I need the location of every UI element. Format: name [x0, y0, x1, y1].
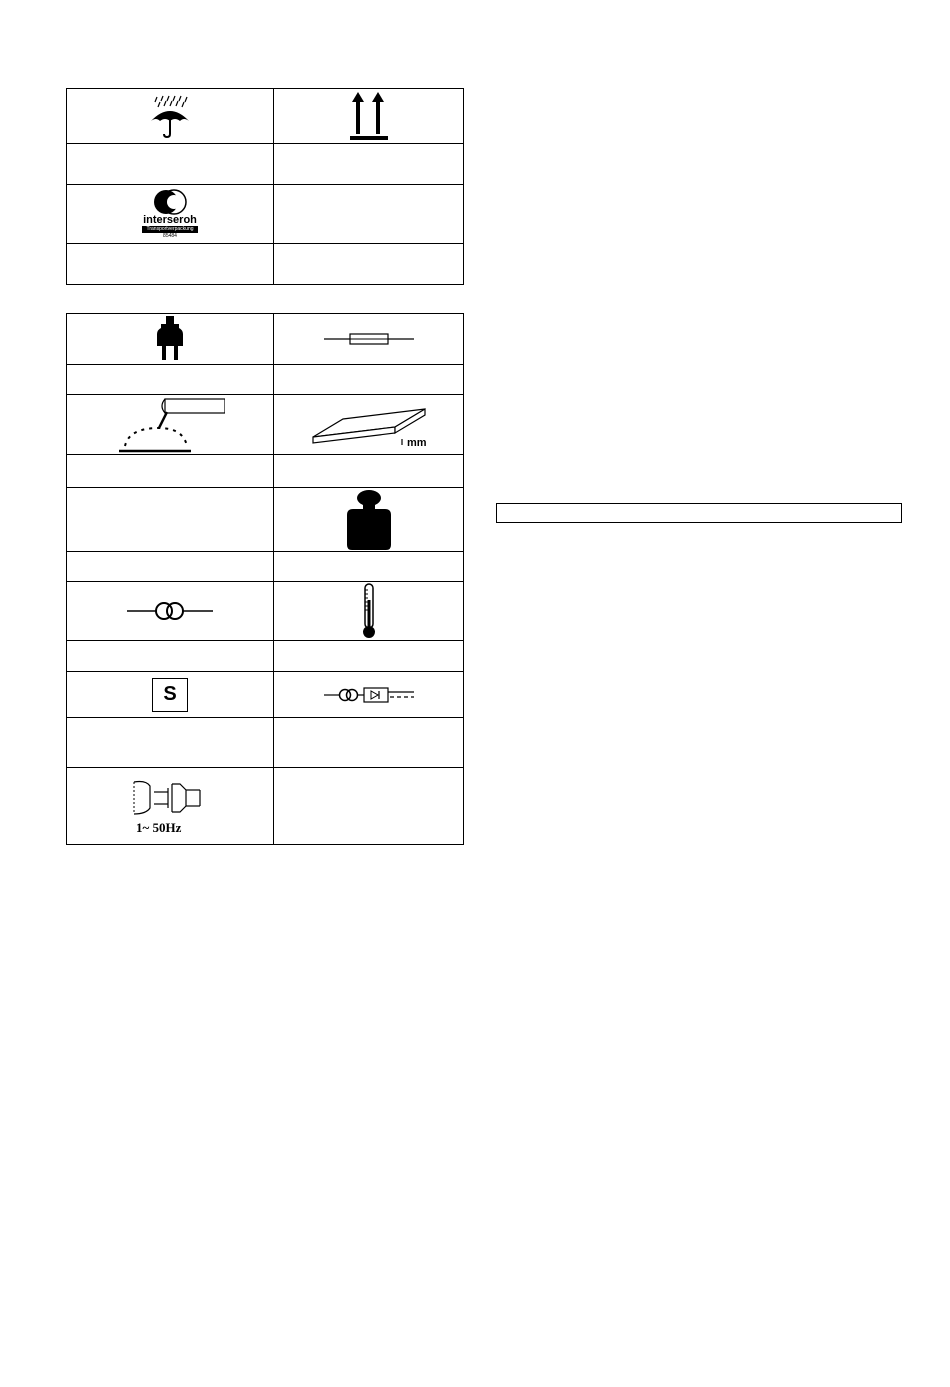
table-cell: [67, 768, 274, 845]
table-cell: [67, 185, 274, 244]
table-cell: [67, 314, 274, 365]
table-row: [67, 552, 464, 582]
table-cell: [274, 552, 464, 582]
table-cell: [67, 395, 274, 455]
table-row: [67, 488, 464, 552]
interseroh-logo: [142, 189, 198, 239]
table-cell: [67, 244, 274, 285]
table-row: [67, 244, 464, 285]
table-row: [67, 641, 464, 672]
table-cell: [67, 672, 274, 718]
table-cell: [274, 144, 464, 185]
table-row: [67, 89, 464, 144]
table-cell: [274, 89, 464, 144]
weight-icon: [345, 489, 393, 551]
table-cell: [67, 365, 274, 395]
table-cell: [274, 488, 464, 552]
table-cell: [67, 641, 274, 672]
table-cell: [274, 641, 464, 672]
table-cell: [274, 395, 464, 455]
table-cell: [274, 244, 464, 285]
plate-thickness-icon: [309, 401, 429, 449]
power-plug-icon: [153, 316, 187, 362]
table-cell: [274, 768, 464, 845]
table-cell: [274, 185, 464, 244]
table-cell: [67, 582, 274, 641]
fuse-icon: [324, 331, 414, 347]
table-cell: [67, 144, 274, 185]
table-row: [67, 314, 464, 365]
symbol-table-packaging: [66, 88, 464, 285]
table-row: [67, 144, 464, 185]
table-row: [67, 718, 464, 768]
table-row: [67, 395, 464, 455]
plug-caption: 1~ 50Hz: [136, 820, 182, 835]
table-cell: [274, 365, 464, 395]
table-row: [67, 455, 464, 488]
table-row: [67, 365, 464, 395]
logo-brand: interseroh: [143, 214, 197, 226]
mains-plug-single-phase-icon: [120, 774, 220, 838]
table-cell: [67, 488, 274, 552]
s-mark-letter: S: [163, 683, 177, 705]
table-cell: [67, 89, 274, 144]
plate-unit-label: mm: [406, 436, 427, 449]
symbol-table-technical: [66, 313, 464, 845]
table-cell: [274, 314, 464, 365]
table-cell: [274, 718, 464, 768]
logo-number: 85484: [163, 233, 177, 239]
cutting-disc-sparks-icon: [115, 396, 225, 454]
logo-tagline: Transportverpackung: [142, 226, 198, 233]
table-cell: [67, 455, 274, 488]
s-mark-icon: [152, 678, 188, 712]
this-way-up-arrows-icon: [348, 90, 390, 142]
table-row: [67, 768, 464, 845]
table-cell: [274, 582, 464, 641]
table-cell: [274, 672, 464, 718]
transformer-icon: [127, 600, 213, 622]
thermometer-icon: [359, 582, 379, 640]
umbrella-keep-dry-icon: [147, 93, 193, 139]
empty-text-box: [496, 503, 902, 523]
table-cell: [67, 718, 274, 768]
transformer-rectifier-icon: [324, 684, 414, 706]
table-row: [67, 582, 464, 641]
table-cell: [67, 552, 274, 582]
table-cell: [274, 455, 464, 488]
recycling-circles-icon: [153, 189, 187, 215]
table-row: [67, 672, 464, 718]
table-row: [67, 185, 464, 244]
